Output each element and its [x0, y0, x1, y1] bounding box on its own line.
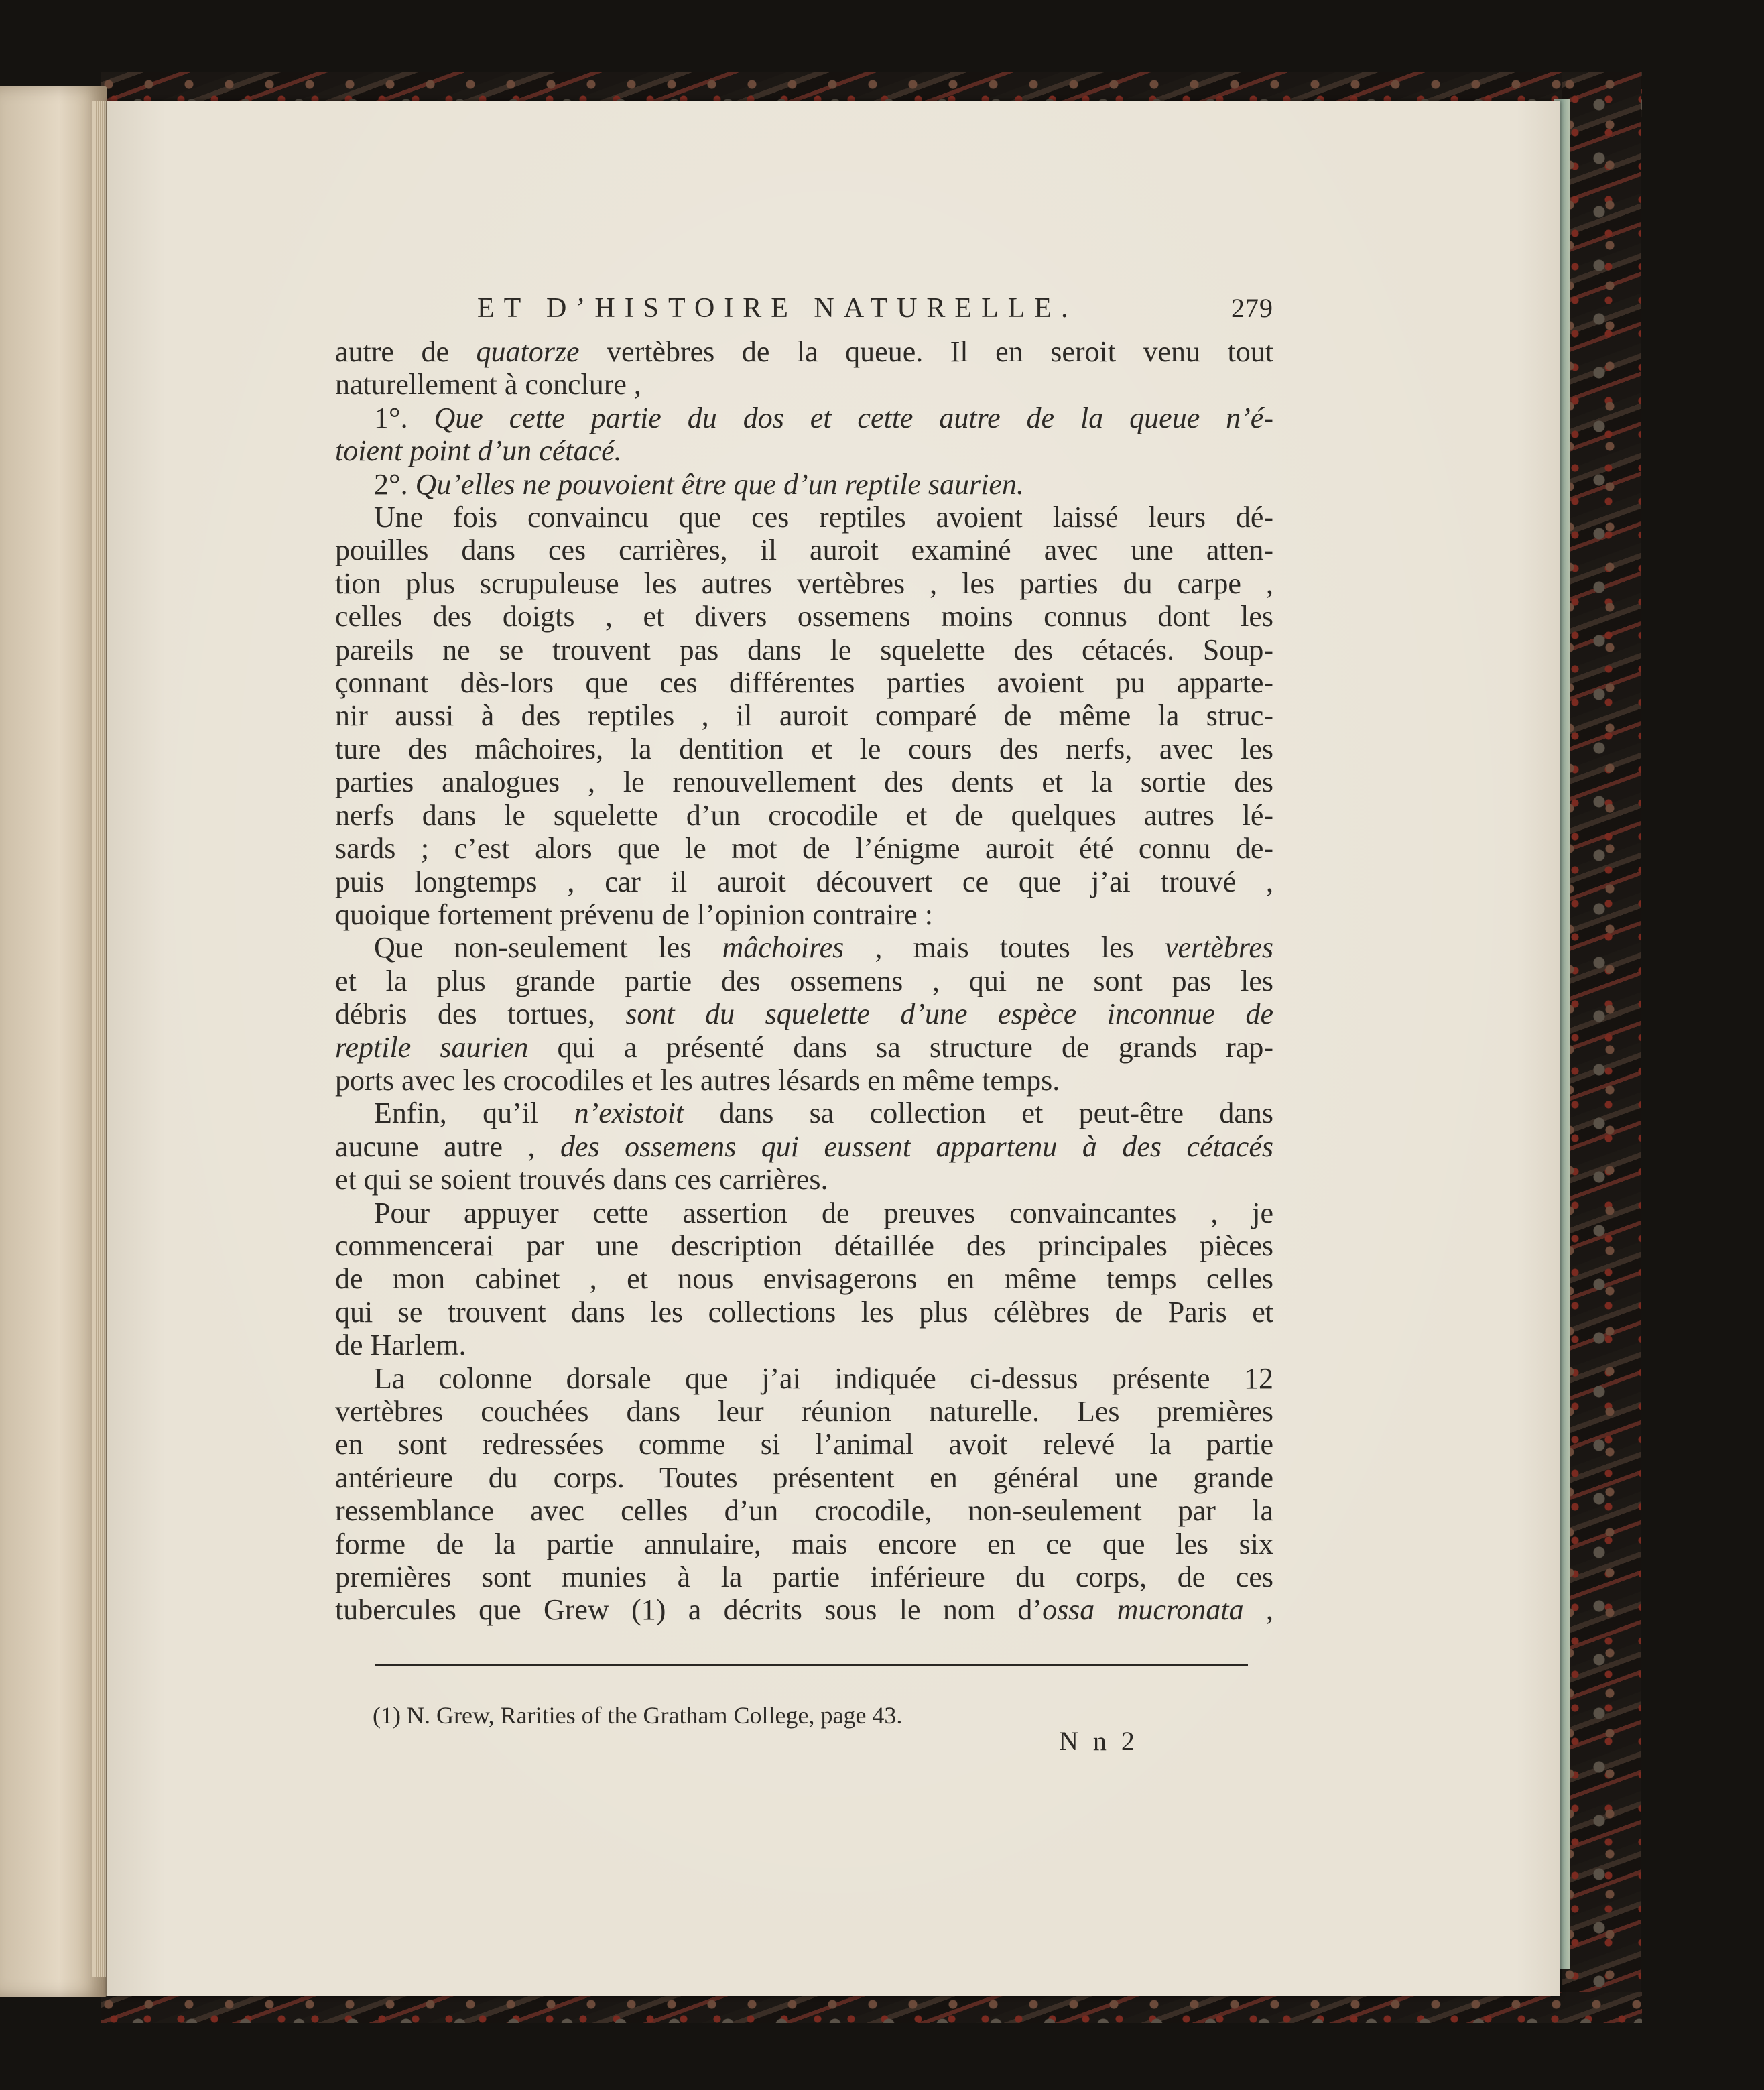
text-run: nir aussi à des reptiles , il auroit comparé de même la struc-: [335, 699, 1273, 733]
text-line: [335, 335, 1273, 368]
text-run: 1°.: [374, 401, 434, 434]
text-line: [335, 865, 1273, 898]
signature-mark: N n 2: [1059, 1726, 1139, 1756]
text-run: qui se trouvent dans les collections les plus célèbres de Paris et: [335, 1295, 1273, 1329]
text-line: [335, 1461, 1273, 1494]
text-run: de Harlem.: [335, 1329, 466, 1362]
body-text: [335, 335, 1273, 1627]
text-line: [335, 965, 1273, 997]
text-line: [335, 1296, 1273, 1329]
text-line: [335, 997, 1273, 1030]
text-line: [335, 1395, 1273, 1428]
text-run: antérieure du corps. Toutes présentent en général une grande: [335, 1461, 1273, 1494]
text-run: nerfs dans le squelette d’un crocodile et de quelques autres lé-: [335, 798, 1273, 832]
text-run: ,: [1243, 1593, 1274, 1627]
text-block: [335, 292, 1273, 1627]
text-line: [335, 931, 1273, 964]
text-run: ports avec les crocodiles et les autres lésards en même temps.: [335, 1063, 1060, 1097]
page-header: [335, 292, 1273, 335]
text-line: [335, 1229, 1273, 1262]
text-run: commencerai par une description détaillée des principales pièces: [335, 1229, 1273, 1262]
footnote-rule: [375, 1664, 1248, 1666]
text-run: Enfin, qu’il: [374, 1097, 574, 1130]
text-line: [335, 1560, 1273, 1593]
italic-run: quatorze: [476, 335, 580, 368]
italic-run: sont du squelette d’une espèce inconnue de: [625, 997, 1274, 1031]
text-line: [335, 1329, 1273, 1361]
text-run: débris des tortues,: [335, 997, 626, 1031]
text-line: [335, 666, 1273, 699]
text-run: en sont redressées comme si l’animal avoit relevé la partie: [335, 1428, 1273, 1461]
text-run: premières sont munies à la partie inférieure du corps, de ces: [335, 1560, 1273, 1594]
text-line: [335, 434, 1273, 467]
text-line: [335, 1262, 1273, 1295]
text-line: [335, 1163, 1273, 1196]
text-line: [335, 765, 1273, 798]
text-line: [335, 832, 1273, 865]
text-run: Une fois convaincu que ces reptiles avoient laissé leurs dé-: [374, 501, 1273, 534]
text-run: quoique fortement prévenu de l’opinion contraire :: [335, 898, 933, 931]
text-run: pareils ne se trouvent pas dans le squelette des cétacés. Soup-: [335, 633, 1273, 666]
text-line: [335, 1130, 1273, 1163]
text-line: [335, 733, 1273, 765]
text-run: Pour appuyer cette assertion de preuves convaincantes , je: [374, 1196, 1273, 1229]
text-run: ressemblance avec celles d’un crocodile, non-seulement par la: [335, 1494, 1273, 1528]
text-line: [335, 799, 1273, 832]
italic-run: vertèbres: [1164, 931, 1273, 965]
italic-run: mâchoires: [722, 931, 844, 965]
text-run: 2°.: [374, 467, 416, 501]
text-line: [335, 468, 1273, 501]
text-run: sards ; c’est alors que le mot de l’énigme auroit été connu de-: [335, 832, 1273, 865]
text-line: [335, 1362, 1273, 1395]
marbled-binding-right: [1562, 72, 1641, 2023]
text-run: vertèbres de la queue. Il en seroit venu tout: [579, 335, 1273, 368]
italic-run: toient point d’un cétacé.: [335, 434, 622, 468]
marbled-binding-bottom: [101, 1992, 1642, 2023]
text-run: autre de: [335, 335, 477, 368]
text-line: [335, 534, 1273, 566]
text-run: celles des doigts , et divers ossemens moins connus dont les: [335, 600, 1273, 633]
text-run: de mon cabinet , et nous envisagerons en même temps celles: [335, 1262, 1273, 1296]
text-run: forme de la partie annulaire, mais encore en ce que les six: [335, 1527, 1273, 1560]
footnote: (1) N. Grew, Rarities of the Gratham College, page 43.: [373, 1702, 903, 1729]
italic-run: ossa mucronata: [1042, 1593, 1244, 1627]
italic-run: Qu’elles ne pouvoient être que d’un reptile saurien.: [415, 467, 1024, 501]
text-line: [335, 1494, 1273, 1527]
text-line: [335, 600, 1273, 633]
text-run: et la plus grande partie des ossemens , qui ne sont pas les: [335, 964, 1273, 997]
text-line: [335, 567, 1273, 600]
text-run: , mais toutes les: [844, 931, 1165, 965]
text-line: [335, 1031, 1273, 1064]
text-line: [335, 1528, 1273, 1560]
text-line: [335, 368, 1273, 401]
text-run: qui a présenté dans sa structure de grands rap-: [528, 1030, 1273, 1064]
page-number: 279: [1231, 293, 1273, 323]
text-run: çonnant dès-lors que ces différentes parties avoient pu apparte-: [335, 666, 1273, 700]
text-line: [335, 1097, 1273, 1129]
text-run: et qui se soient trouvés dans ces carrières.: [335, 1163, 828, 1196]
text-run: aucune autre ,: [335, 1129, 560, 1163]
italic-run: Que cette partie du dos et cette autre de la queue n’é-: [434, 401, 1273, 434]
text-line: [335, 1064, 1273, 1097]
facing-page-edge: [0, 86, 107, 1997]
text-run: naturellement à conclure ,: [335, 368, 641, 402]
italic-run: n’existoit: [574, 1097, 684, 1130]
text-run: puis longtemps , car il auroit découvert ce que j’ai trouvé ,: [335, 865, 1273, 898]
text-line: [335, 402, 1273, 434]
running-title: ET D’HISTOIRE NATURELLE.: [477, 293, 1078, 324]
text-line: [335, 898, 1273, 931]
italic-run: reptile saurien: [335, 1030, 529, 1064]
text-line: [335, 1428, 1273, 1461]
text-run: pouilles dans ces carrières, il auroit examiné avec une atten-: [335, 534, 1273, 567]
text-line: [335, 501, 1273, 534]
text-run: parties analogues , le renouvellement des dents et la sortie des: [335, 765, 1273, 799]
text-line: [335, 699, 1273, 732]
text-line: [335, 1196, 1273, 1229]
text-run: tubercules que Grew (1) a décrits sous le nom d’: [335, 1593, 1043, 1627]
text-run: ture des mâchoires, la dentition et le cours des nerfs, avec les: [335, 732, 1273, 765]
text-run: tion plus scrupuleuse les autres vertèbres , les parties du carpe ,: [335, 566, 1273, 600]
text-run: vertèbres couchées dans leur réunion naturelle. Les premières: [335, 1395, 1273, 1428]
text-run: Que non-seulement les: [374, 931, 722, 965]
italic-run: des ossemens qui eussent appartenu à des cétacés: [560, 1129, 1273, 1163]
text-line: [335, 1593, 1273, 1626]
text-run: dans sa collection et peut-être dans: [684, 1097, 1273, 1130]
text-line: [335, 633, 1273, 666]
page-stack-lines: [92, 101, 106, 1977]
text-run: La colonne dorsale que j’ai indiquée ci-dessus présente 12: [374, 1361, 1273, 1395]
